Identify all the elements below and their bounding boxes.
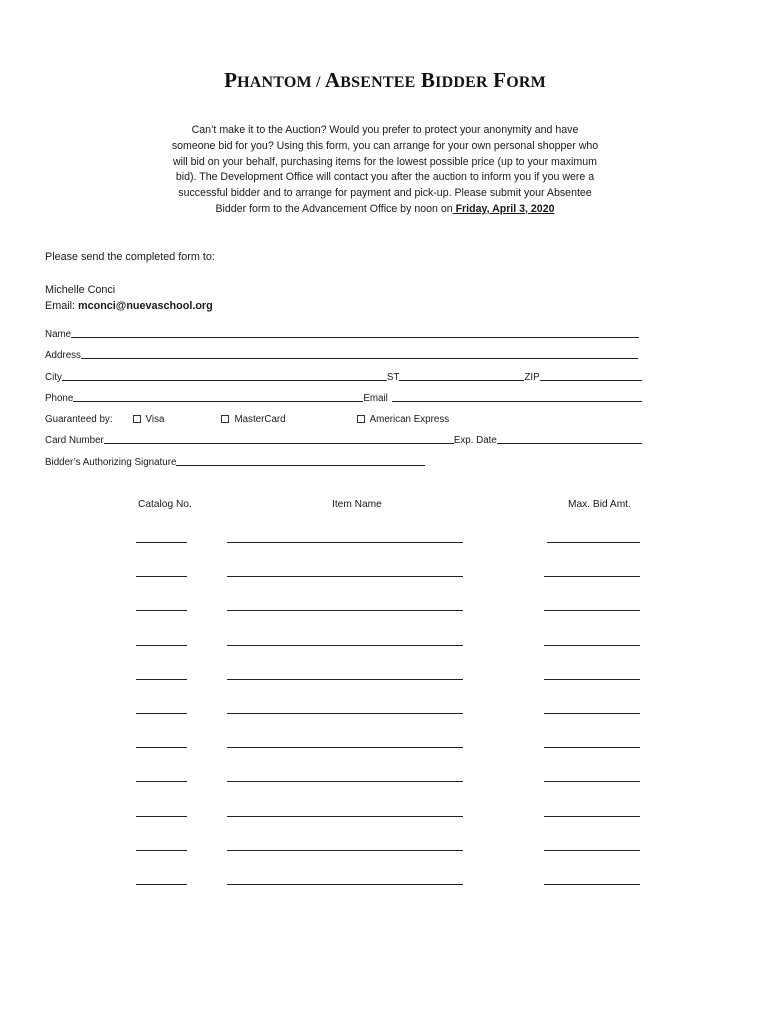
- contact-email[interactable]: mconci@nuevaschool.org: [78, 299, 213, 312]
- visa-checkbox[interactable]: [133, 415, 141, 423]
- max-bid-field[interactable]: [544, 747, 640, 748]
- title-part: BSENTEE: [340, 74, 416, 91]
- title-part: HANTOM: [237, 74, 312, 91]
- max-bid-field[interactable]: [544, 816, 640, 817]
- city-field[interactable]: [62, 380, 387, 381]
- catalog-no-field[interactable]: [136, 645, 187, 646]
- catalog-no-field[interactable]: [136, 610, 187, 611]
- mastercard-checkbox[interactable]: [221, 415, 229, 423]
- city-label: City: [45, 372, 62, 383]
- max-bid-field[interactable]: [544, 850, 640, 851]
- contact-email-label: Email:: [45, 299, 78, 312]
- catalog-no-field[interactable]: [136, 884, 187, 885]
- address-label: Address: [45, 350, 81, 361]
- amex-option[interactable]: [357, 414, 450, 425]
- page-title: [0, 68, 770, 93]
- signature-field[interactable]: [176, 465, 425, 466]
- title-part: ORM: [506, 74, 546, 91]
- amex-label: American Express: [369, 414, 450, 425]
- card-number-field[interactable]: [104, 443, 454, 444]
- mastercard-label: MasterCard: [234, 414, 286, 425]
- max-bid-field[interactable]: [544, 576, 640, 577]
- zip-label: ZIP: [524, 372, 540, 383]
- mastercard-option[interactable]: [221, 414, 285, 425]
- phone-row: [45, 390, 642, 404]
- visa-label: Visa: [145, 414, 165, 425]
- title-part: /: [311, 74, 325, 91]
- title-part: P: [224, 68, 238, 92]
- max-bid-header: Max. Bid Amt.: [568, 499, 631, 510]
- item-name-field[interactable]: [227, 542, 463, 543]
- title-part: F: [487, 68, 507, 92]
- city-row: [45, 369, 642, 383]
- visa-option[interactable]: [133, 414, 165, 425]
- item-name-field[interactable]: [227, 816, 463, 817]
- guaranteed-by-label: Guaranteed by:: [45, 414, 113, 425]
- catalog-no-field[interactable]: [136, 781, 187, 782]
- phone-field[interactable]: [73, 401, 363, 402]
- send-to-label: Please send the completed form to:: [45, 251, 215, 263]
- st-field[interactable]: [399, 380, 524, 381]
- zip-field[interactable]: [540, 380, 642, 381]
- catalog-no-field[interactable]: [136, 679, 187, 680]
- max-bid-field[interactable]: [544, 781, 640, 782]
- max-bid-field[interactable]: [547, 542, 640, 543]
- catalog-header: Catalog No.: [138, 499, 192, 510]
- item-name-field[interactable]: [227, 781, 463, 782]
- st-label: ST: [386, 372, 400, 383]
- catalog-no-field[interactable]: [136, 576, 187, 577]
- max-bid-field[interactable]: [544, 884, 640, 885]
- amex-checkbox[interactable]: [357, 415, 365, 423]
- name-field[interactable]: [71, 337, 639, 338]
- phone-label: Phone: [45, 393, 74, 404]
- intro-paragraph: [170, 123, 600, 218]
- email-field[interactable]: [392, 401, 642, 402]
- title-part: B: [415, 68, 436, 92]
- item-name-header: Item Name: [332, 499, 382, 510]
- contact-name: Michelle Conci: [45, 284, 116, 296]
- card-number-label: Card Number: [45, 435, 104, 446]
- address-row: [45, 347, 638, 361]
- item-name-field[interactable]: [227, 713, 463, 714]
- item-name-field[interactable]: [227, 576, 463, 577]
- signature-row: [45, 454, 425, 468]
- catalog-no-field[interactable]: [136, 542, 187, 543]
- item-name-field[interactable]: [227, 850, 463, 851]
- item-name-field[interactable]: [227, 610, 463, 611]
- title-part: IDDER: [435, 74, 488, 91]
- item-name-field[interactable]: [227, 645, 463, 646]
- item-name-field[interactable]: [227, 747, 463, 748]
- card-row: [45, 432, 642, 446]
- contact-email-line: [45, 299, 213, 315]
- name-label: Name: [45, 329, 72, 340]
- address-field[interactable]: [81, 358, 638, 359]
- guarantee-row: [45, 411, 545, 425]
- max-bid-field[interactable]: [544, 713, 640, 714]
- signature-label: Bidder’s Authorizing Signature: [45, 457, 177, 468]
- email-label: Email: [363, 393, 388, 404]
- item-name-field[interactable]: [227, 679, 463, 680]
- intro-text: Can’t make it to the Auction? Would you prefer to protect your anonymity and have someone bid for you? Using this form, you can arrange for your own personal shopper who will bid on your behalf, purchasing items for the lowest possible price (up to your maximum bid). The Development Office will contact you after the auction to inform you if you were a successful bidder and to arrange for payment and pick-up. Please submit your Absentee Bidder form to the Advancement Office by noon on: [171, 124, 599, 215]
- catalog-no-field[interactable]: [136, 850, 187, 851]
- catalog-no-field[interactable]: [136, 816, 187, 817]
- name-row: [45, 326, 639, 340]
- max-bid-field[interactable]: [544, 645, 640, 646]
- deadline-date: Friday, April 3, 2020: [452, 202, 555, 215]
- exp-date-field[interactable]: [497, 443, 642, 444]
- max-bid-field[interactable]: [544, 610, 640, 611]
- catalog-no-field[interactable]: [136, 747, 187, 748]
- catalog-no-field[interactable]: [136, 713, 187, 714]
- max-bid-field[interactable]: [544, 679, 640, 680]
- title-part: A: [324, 68, 341, 92]
- exp-date-label: Exp. Date: [453, 435, 497, 446]
- contact-block: [45, 283, 213, 314]
- item-name-field[interactable]: [227, 884, 463, 885]
